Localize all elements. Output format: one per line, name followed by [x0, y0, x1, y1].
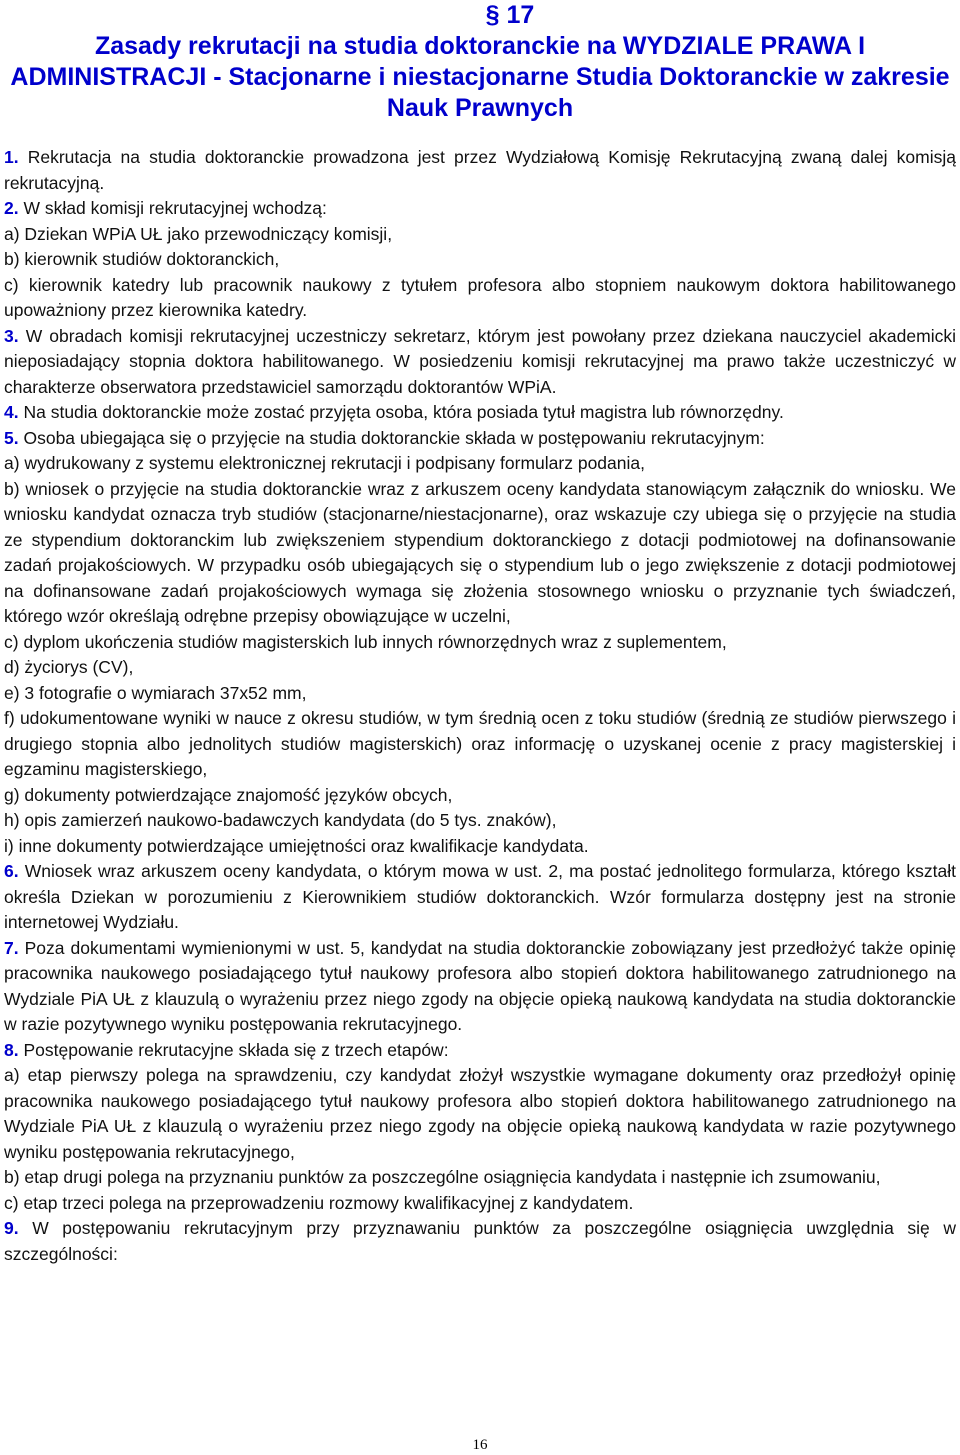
list-item: d) życiorys (CV), [4, 657, 134, 677]
paragraph: 5. Osoba ubiegająca się o przyjęcie na studia doktoranckie składa w postępowaniu rekrutacyjnym: [4, 427, 765, 448]
list-item: a) wydrukowany z systemu elektronicznej rekrutacji i podpisany formularz podania, [4, 453, 645, 473]
list-item: g) dokumenty potwierdzające znajomość języków obcych, [4, 784, 453, 805]
list-item: c) etap trzeci polega na przeprowadzeniu rozmowy kwalifikacyjnej z kandydatem. [4, 1192, 634, 1213]
paragraph: 9. W postępowaniu rekrutacyjnym przy przyznawaniu punktów za poszczególne osiągnięcia uwzględnia się w szczególności: [4, 1218, 956, 1264]
section-number: § 17 [485, 1, 535, 29]
list-item: h) opis zamierzeń naukowo-badawczych kandydata (do 5 tys. znaków), [4, 810, 557, 830]
paragraph: 3. W obradach komisji rekrutacyjnej uczestniczy sekretarz, którym jest powołany przez dziekana nauczyciel akademicki nieposiadający stopnia doktora habilitowanego. W posiedzeniu komisji rekrutacyjnej ma prawo także uczestniczyć w charakterze obserwatora przedstawiciel samorządu doktorantów WPiA. [4, 325, 956, 397]
list-item: a) Dziekan WPiA UŁ jako przewodniczący komisji, [4, 223, 393, 244]
list-item: f) udokumentowane wyniki w nauce z okresu studiów, w tym średnią ocen z toku studiów (średnią ze studiów pierwszego i drugiego stopnia albo jednolitych studiów magisterskich) oraz informację o uzyskanej ocenie z pracy magisterskiej i egzaminu magisterskiego, [4, 708, 956, 779]
document-title: Zasady rekrutacji na studia doktoranckie na WYDZIALE PRAWA I ADMINISTRACJI - Stacjonarne i niestacjonarne Studia Doktoranckie w zakresie Nauk Prawnych [10, 32, 950, 122]
list-item: b) kierownik studiów doktoranckich, [4, 249, 280, 269]
paragraph: 1. Rekrutacja na studia doktoranckie prowadzona jest przez Wydziałową Komisję Rekrutacyjną zwaną dalej komisją rekrutacyjną. [4, 147, 956, 193]
list-item: c) kierownik katedry lub pracownik naukowy z tytułem profesora albo stopniem naukowym doktora habilitowanego upoważniony przez kierownika katedry. [4, 274, 956, 320]
list-item: b) etap drugi polega na przyznaniu punktów za poszczególne osiągnięcia kandydata i następnie ich zsumowaniu, [4, 1167, 881, 1187]
list-item: b) wniosek o przyjęcie na studia doktoranckie wraz z arkuszem oceny kandydata stanowiącym załącznik do wniosku. We wniosku kandydat oznacza tryb studiów (stacjonarne/niestacjonarne), oraz wskazuje czy ubiega się o przyjęcie na studia ze stypendium doktoranckim lub zwiększeniem stypendium doktoranckiego z dotacji podmiotowej na dofinansowanie zadań projakościowych. W przypadku osób ubiegających się o stypendium lub o jego zwiększenie z dotacji podmiotowej na dofinansowane zadań projakościowych wymaga się złożenia stosownego wniosku o przyznanie tych świadczeń, którego wzór określają odrębne przepisy obowiązujące w uczelni, [4, 478, 956, 626]
page-number: 16 [472, 1437, 488, 1453]
paragraph: 2. W skład komisji rekrutacyjnej wchodzą: [4, 198, 327, 218]
list-item: a) etap pierwszy polega na sprawdzeniu, czy kandydat złożył wszystkie wymagane dokumenty oraz przedłożył opinię pracownika naukowego posiadającego tytuł naukowy profesora albo stopień doktora habilitowanego zatrudnionego na Wydziale PiA UŁ z klauzulą o wyrażeniu przez niego zgody na objęcie opieką naukową kandydata w razie pozytywnego wyniku postępowania rekrutacyjnego, [4, 1065, 956, 1162]
paragraph: 8. Postępowanie rekrutacyjne składa się z trzech etapów: [4, 1039, 449, 1060]
list-item: e) 3 fotografie o wymiarach 37x52 mm, [4, 682, 307, 703]
document-body [4, 145, 956, 1267]
paragraph: 7. Poza dokumentami wymienionymi w ust. 5, kandydat na studia doktoranckie zobowiązany jest przedłożyć także opinię pracownika naukowego posiadającego tytuł naukowy profesora albo stopień doktora habilitowanego zatrudnionego na Wydziale PiA UŁ z klauzulą o wyrażeniu przez niego zgody na objęcie opieką naukową kandydata na studia doktoranckie w razie pozytywnego wyniku postępowania rekrutacyjnego. [4, 937, 956, 1034]
list-item: i) inne dokumenty potwierdzające umiejętności oraz kwalifikacje kandydata. [4, 835, 589, 856]
paragraph: 4. Na studia doktoranckie może zostać przyjęta osoba, która posiada tytuł magistra lub równorzędny. [4, 402, 784, 422]
paragraph: 6. Wniosek wraz arkuszem oceny kandydata, o którym mowa w ust. 2, ma postać jednolitego formularza, którego kształt określa Dziekan w porozumieniu z Kierownikiem studiów doktoranckich. Wzór formularza dostępny jest na stronie internetowej Wydziału. [4, 861, 956, 932]
list-item: c) dyplom ukończenia studiów magisterskich lub innych równorzędnych wraz z suplementem, [4, 631, 727, 652]
document-heading [0, 0, 960, 124]
